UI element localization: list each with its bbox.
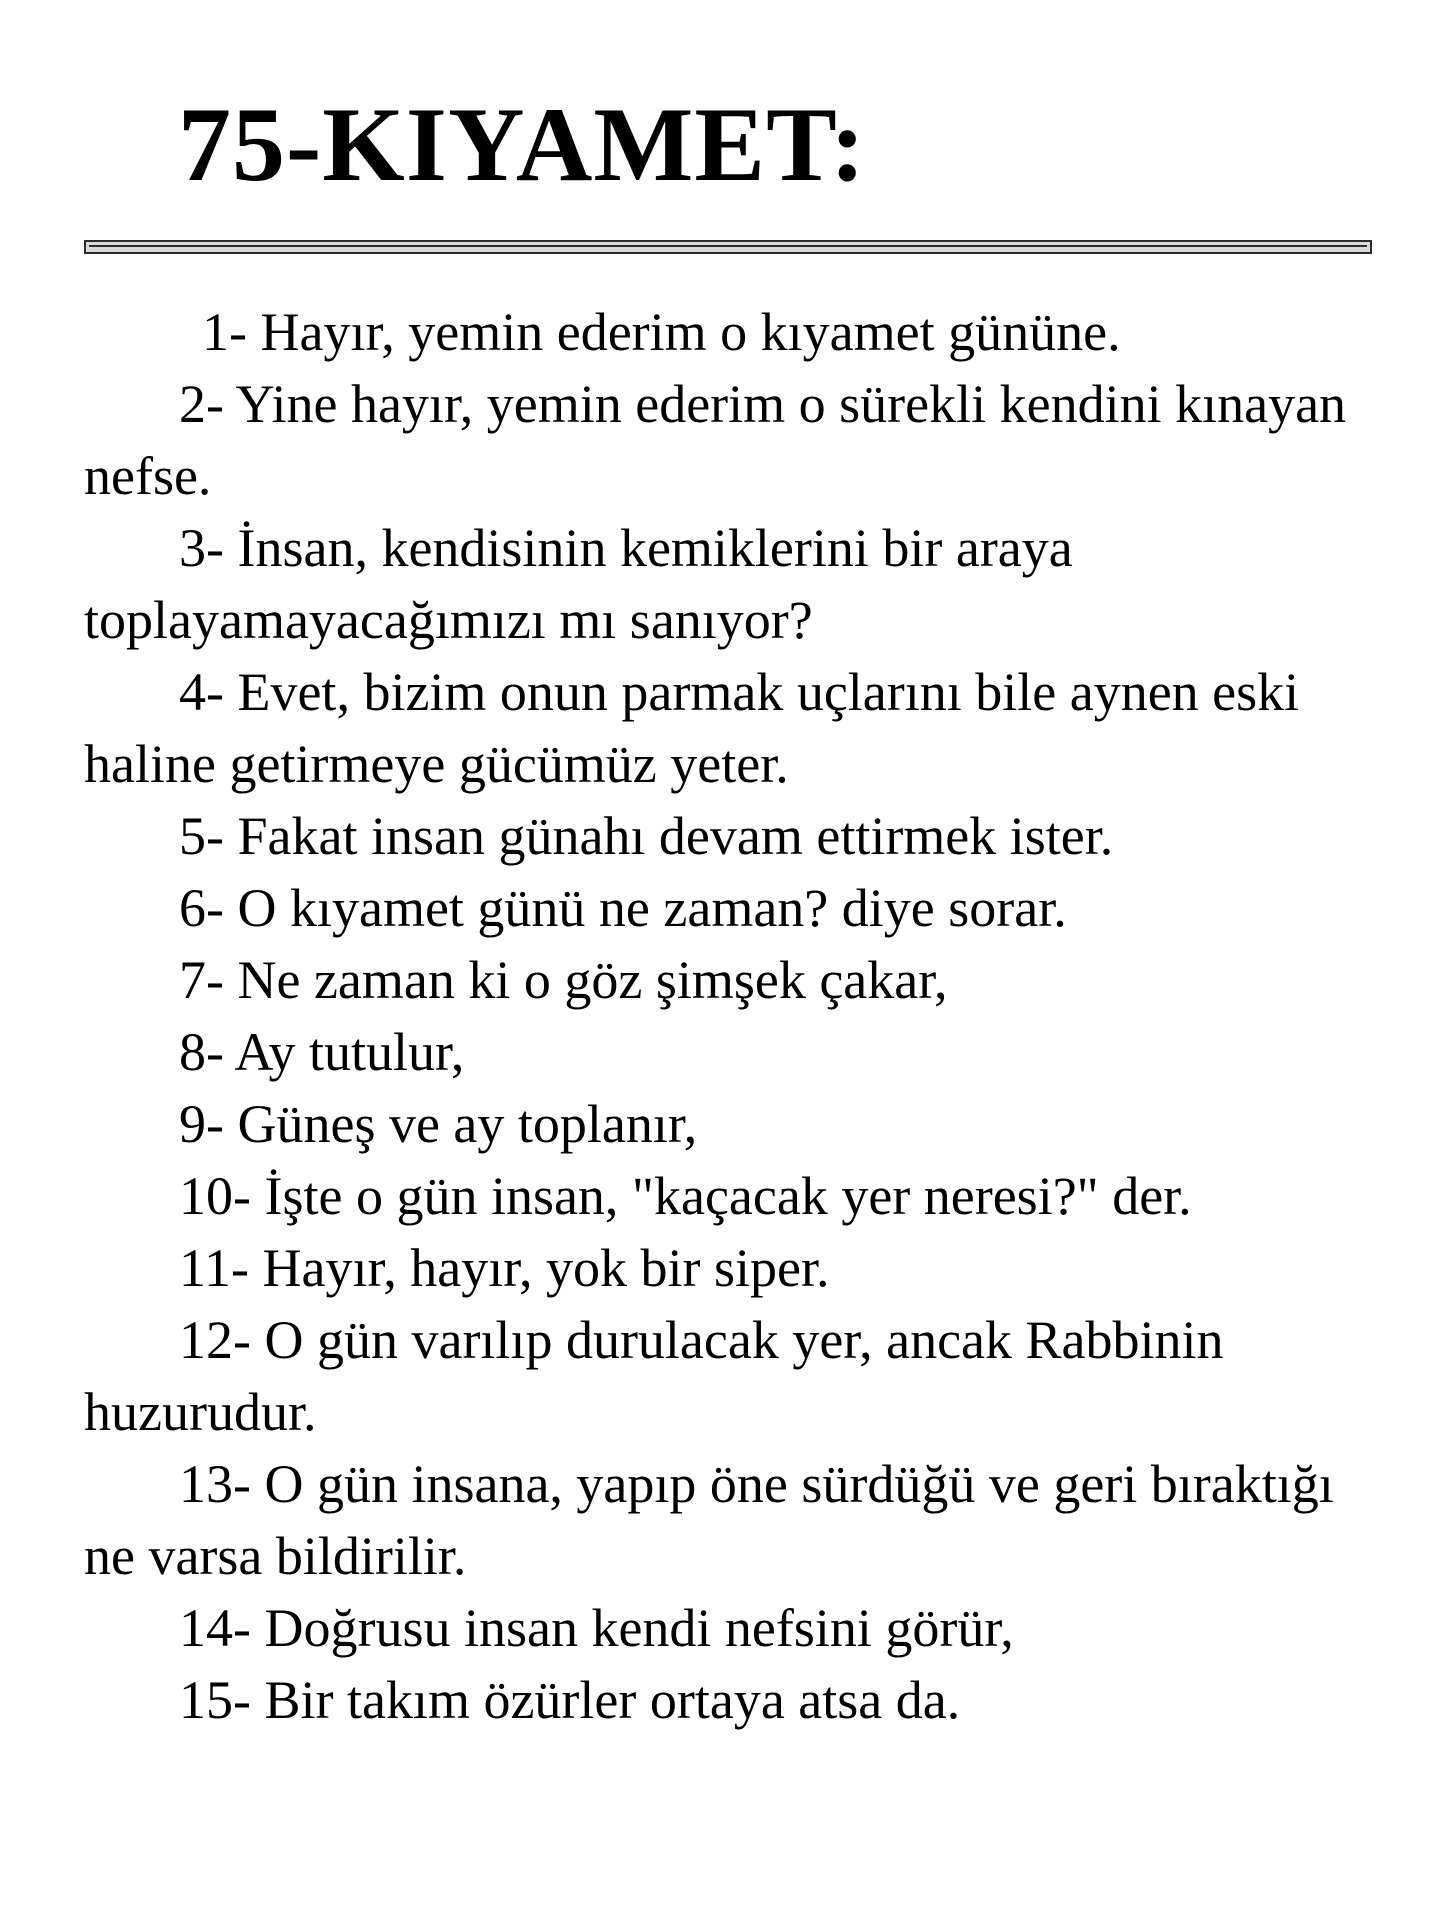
verse-7: 7- Ne zaman ki o göz şimşek çakar, — [179, 950, 948, 1010]
verse-11: 11- Hayır, hayır, yok bir siper. — [179, 1238, 830, 1298]
verse-14: 14- Doğrusu insan kendi nefsini görür, — [179, 1598, 1014, 1658]
verse-3: 3- İnsan, kendisinin kemiklerini bir araya toplayamayacağımızı mı sanıyor? — [84, 518, 1073, 650]
verse-9: 9- Güneş ve ay toplanır, — [179, 1094, 698, 1154]
title-divider — [84, 240, 1372, 254]
verse-6: 6- O kıyamet günü ne zaman? diye sorar. — [179, 878, 1067, 938]
verse-5: 5- Fakat insan günahı devam ettirmek ister. — [179, 806, 1114, 866]
verse-10: 10- İşte o gün insan, "kaçacak yer neresi?" der. — [179, 1166, 1192, 1226]
verse-list — [84, 296, 1374, 1736]
chapter-title: 75-KIYAMET: — [178, 86, 867, 203]
verse-8: 8- Ay tutulur, — [179, 1022, 465, 1082]
verse-4: 4- Evet, bizim onun parmak uçlarını bile aynen eski haline getirmeye gücümüz yeter. — [84, 662, 1300, 794]
verse-2: 2- Yine hayır, yemin ederim o sürekli kendini kınayan nefse. — [84, 374, 1347, 506]
verse-13: 13- O gün insana, yapıp öne sürdüğü ve geri bıraktığı ne varsa bildirilir. — [84, 1454, 1334, 1586]
verse-12: 12- O gün varılıp durulacak yer, ancak Rabbinin huzurudur. — [84, 1310, 1224, 1442]
verse-1: 1- Hayır, yemin ederim o kıyamet gününe. — [202, 302, 1121, 362]
verse-15: 15- Bir takım özürler ortaya atsa da. — [179, 1670, 961, 1730]
